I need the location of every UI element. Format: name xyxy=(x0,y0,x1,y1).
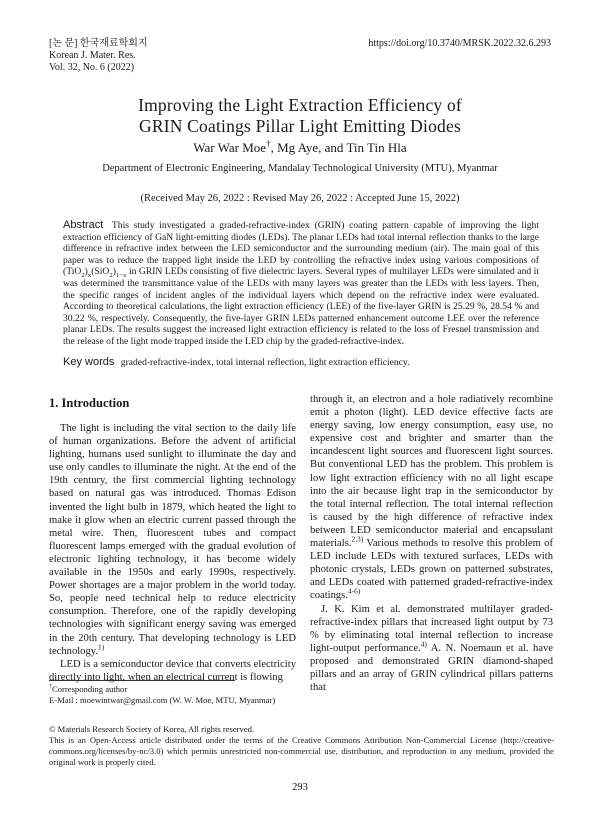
intro-paragraph-1 xyxy=(49,422,296,658)
abstract-sub-4: 1−x xyxy=(115,272,127,280)
intro-p2c-text-b: Various methods to resolve this problem of LED include LEDs with textured surfaces, LEDs with photonic crystals, LEDs grown on patterned substrates, and LEDs coated with patterned graded-refractive-index coatings. xyxy=(310,538,553,602)
keywords xyxy=(63,356,539,368)
journal-volume: Vol. 32, No. 6 (2022) xyxy=(49,62,135,73)
abstract-text-mid: (SiO xyxy=(91,266,110,278)
corresponding-mark: † xyxy=(266,138,271,149)
abstract: Abstract This study investigated a graded-refractive-index (GRIN) coating pattern capable of improving the light extraction efficiency of GaN light-emitting diodes (LEDs). The planar LEDs had total internal reflection thanks to the large difference in refractive index between the LED semiconductor and the surrounding medium (air). The main goal of this paper was to reduce the trapped light inside the LED by controlling the refractive index using various compositions of $(TiO_2)_x(SiO_2)_{1-x}$ in GRIN LEDs consisting of five dielectric layers. Several types of multilayer LEDs were simulated and it was determined the transmittance value of the LEDs with many layers was greater than the LEDs with less layers. Then, the specific ranges of incident angles of the individual layers which depend on the refractive index were evaluated. According to theoretical calculations, the light extraction efficiency (LEE) of the five-layer GRIN is 25.29 %, 28.54 % and 30.22 %, respectively. Consequently, the five-layer GRIN LEDs patterned enhancement outcome LEE over the reference planar LEDs. The results suggest the increased light extraction efficiency is related to the loss of Fresnel transmission and the release of the light mode trapped inside the LED chip by the graded-refractive-index. xyxy=(63,219,539,347)
title-line-1: Improving the Light Extraction Efficiency of xyxy=(138,95,462,115)
ref-1: 1) xyxy=(98,642,105,652)
intro-p3-text: J. K. Kim et al. demonstrated multilayer graded-refractive-index pillars that increased light output by 73 % by eliminating total internal reflection to increase light-output performance. xyxy=(310,603,553,654)
abstract-sub-2: x xyxy=(87,272,92,280)
intro-paragraph-2: LED is a semiconductor device that converts electricity directly into light, when an electrical current is flowing xyxy=(49,658,296,683)
authors xyxy=(0,140,600,156)
abstract-sub-1: 2 xyxy=(81,272,85,280)
other-authors: , Mg Aye, and Tin Tin Hla xyxy=(270,140,407,155)
ref-4-6: 4-6) xyxy=(347,586,361,596)
author-1: War War Moe xyxy=(193,140,267,155)
footnote-corresponding xyxy=(49,684,549,695)
footnote-divider xyxy=(49,680,235,681)
abstract-sub-3: 2 xyxy=(109,272,113,280)
abstract-label: Abstract xyxy=(63,219,104,231)
page-number: 293 xyxy=(292,782,308,793)
affiliation: Department of Electronic Engineering, Mandalay Technological University (MTU), Myanmar xyxy=(102,163,498,174)
keywords-text: graded-refractive-index, total internal reflection, light extraction efficiency. xyxy=(120,357,410,368)
abstract-text-1: This study investigated a graded-refractive-index (GRIN) coating pattern capable of improving the light extraction efficiency of GaN light-emitting diodes (LEDs). The planar LEDs had total internal reflection thanks to the large difference in refractive index between the LED semiconductor and the surrounding medium (air). The main goal of this paper was to reduce the trapped light inside the LED by controlling the refractive index using various compositions of (TiO xyxy=(63,220,539,278)
ref-2-3: 2,3) xyxy=(351,534,364,544)
intro-p3-text-b: A. N. Noemaun et al. have proposed and demonstrated GRIN diamond-shaped pillars and an array of GRIN cylindrical pillars patterns that xyxy=(310,642,553,694)
journal-english-name: Korean J. Mater. Res. xyxy=(49,50,136,61)
abstract-text-2: in GRIN LEDs consisting of five dielectric layers. Several types of multilayer LEDs were simulated and it was determined the transmittance value of the LEDs with many layers was greater than the LEDs with less layers. Then, the specific ranges of incident angles of the individual layers which depend on the refractive index were evaluated. According to theoretical calculations, the light extraction efficiency (LEE) of the five-layer GRIN is 25.29 %, 28.54 % and 30.22 %, respectively. Consequently, the five-layer GRIN LEDs patterned enhancement outcome LEE over the reference planar LEDs. The results suggest the increased light extraction efficiency is related to the loss of Fresnel transmission and the release of the light mode trapped inside the LED chip by the graded-refractive-index. xyxy=(63,266,539,347)
title-line-2: GRIN Coatings Pillar Light Emitting Diodes xyxy=(139,116,461,136)
right-column xyxy=(310,393,553,694)
license-block xyxy=(49,724,554,768)
journal-korean-name: [논 문] 한국재료학회지 xyxy=(49,38,148,49)
doi-link[interactable]: https://doi.org/10.3740/MRSK.2022.32.6.293 xyxy=(368,38,551,49)
intro-paragraph-2-cont xyxy=(310,393,553,603)
footnote-email: E-Mail : moewintwar@gmail.com (W. W. Moe, MTU, Myanmar) xyxy=(49,695,276,705)
journal-info xyxy=(49,38,148,74)
section-heading: 1. Introduction xyxy=(49,396,130,410)
ref-4: 4) xyxy=(420,639,427,649)
keywords-label: Key words xyxy=(63,356,115,368)
footnote-corr-text: Corresponding author xyxy=(52,684,128,694)
intro-paragraph-3 xyxy=(310,603,553,695)
license-text: This is an Open-Access article distributed under the terms of the Creative Commons Attribution Non-Commercial License (http://creative-commons.org/licenses/by-nc/3.0) which permits unrestricted non-commercial use, distribution, and reproduction in any medium, provided the original work is properly cited. xyxy=(49,735,554,767)
received-dates: (Received May 26, 2022 : Revised May 26, 2022 : Accepted June 15, 2022) xyxy=(140,193,460,204)
paper-title xyxy=(0,95,600,137)
intro-p1-text: The light is including the vital section to the daily life of human organizations. Before the advent of artificial lighting, humans used sunlight to illuminate the day and use only candles to illuminate the night. At the end of the 19th century, the first commercial lighting technology based on natural gas was introduced. Thomas Edison invented the light bulb in 1879, which heated the light to make it glow when an electric current passed through the metal wire. Then, fluorescent tubes and compact fluorescent lamps emerged with the gradual evolution of electronic lighting technology, it has become widely available in the 1950s and early 1990s, respectively. Power shortages are a major problem in the world today. So, people need technical help to reduce electricity consumption. Therefore, one of the rapidly developing technologies with significant energy saving was emerged in the 20th century. That developing technology is LED technology. xyxy=(49,423,296,657)
intro-p2c-text: through it, an electron and a hole radiatively recombine emit a photon (light). LED device effective facts are energy saving, low energy consumption, easy use, no expensive cost and brighter and smarter than the incandescent light sources and fluorescent light sources. But conventional LED has the problem. This problem is low light extraction efficiency with no all light escape into the air because light trap in the semiconductor by the total internal reflection. The total internal reflection is caused by the high difference of refractive index between LED semiconductor material and encapsulant materials. xyxy=(310,394,553,550)
footnote-mark: † xyxy=(49,684,53,691)
left-column xyxy=(49,422,296,684)
copyright-line: © Materials Research Society of Korea, All rights reserved. xyxy=(49,724,255,734)
